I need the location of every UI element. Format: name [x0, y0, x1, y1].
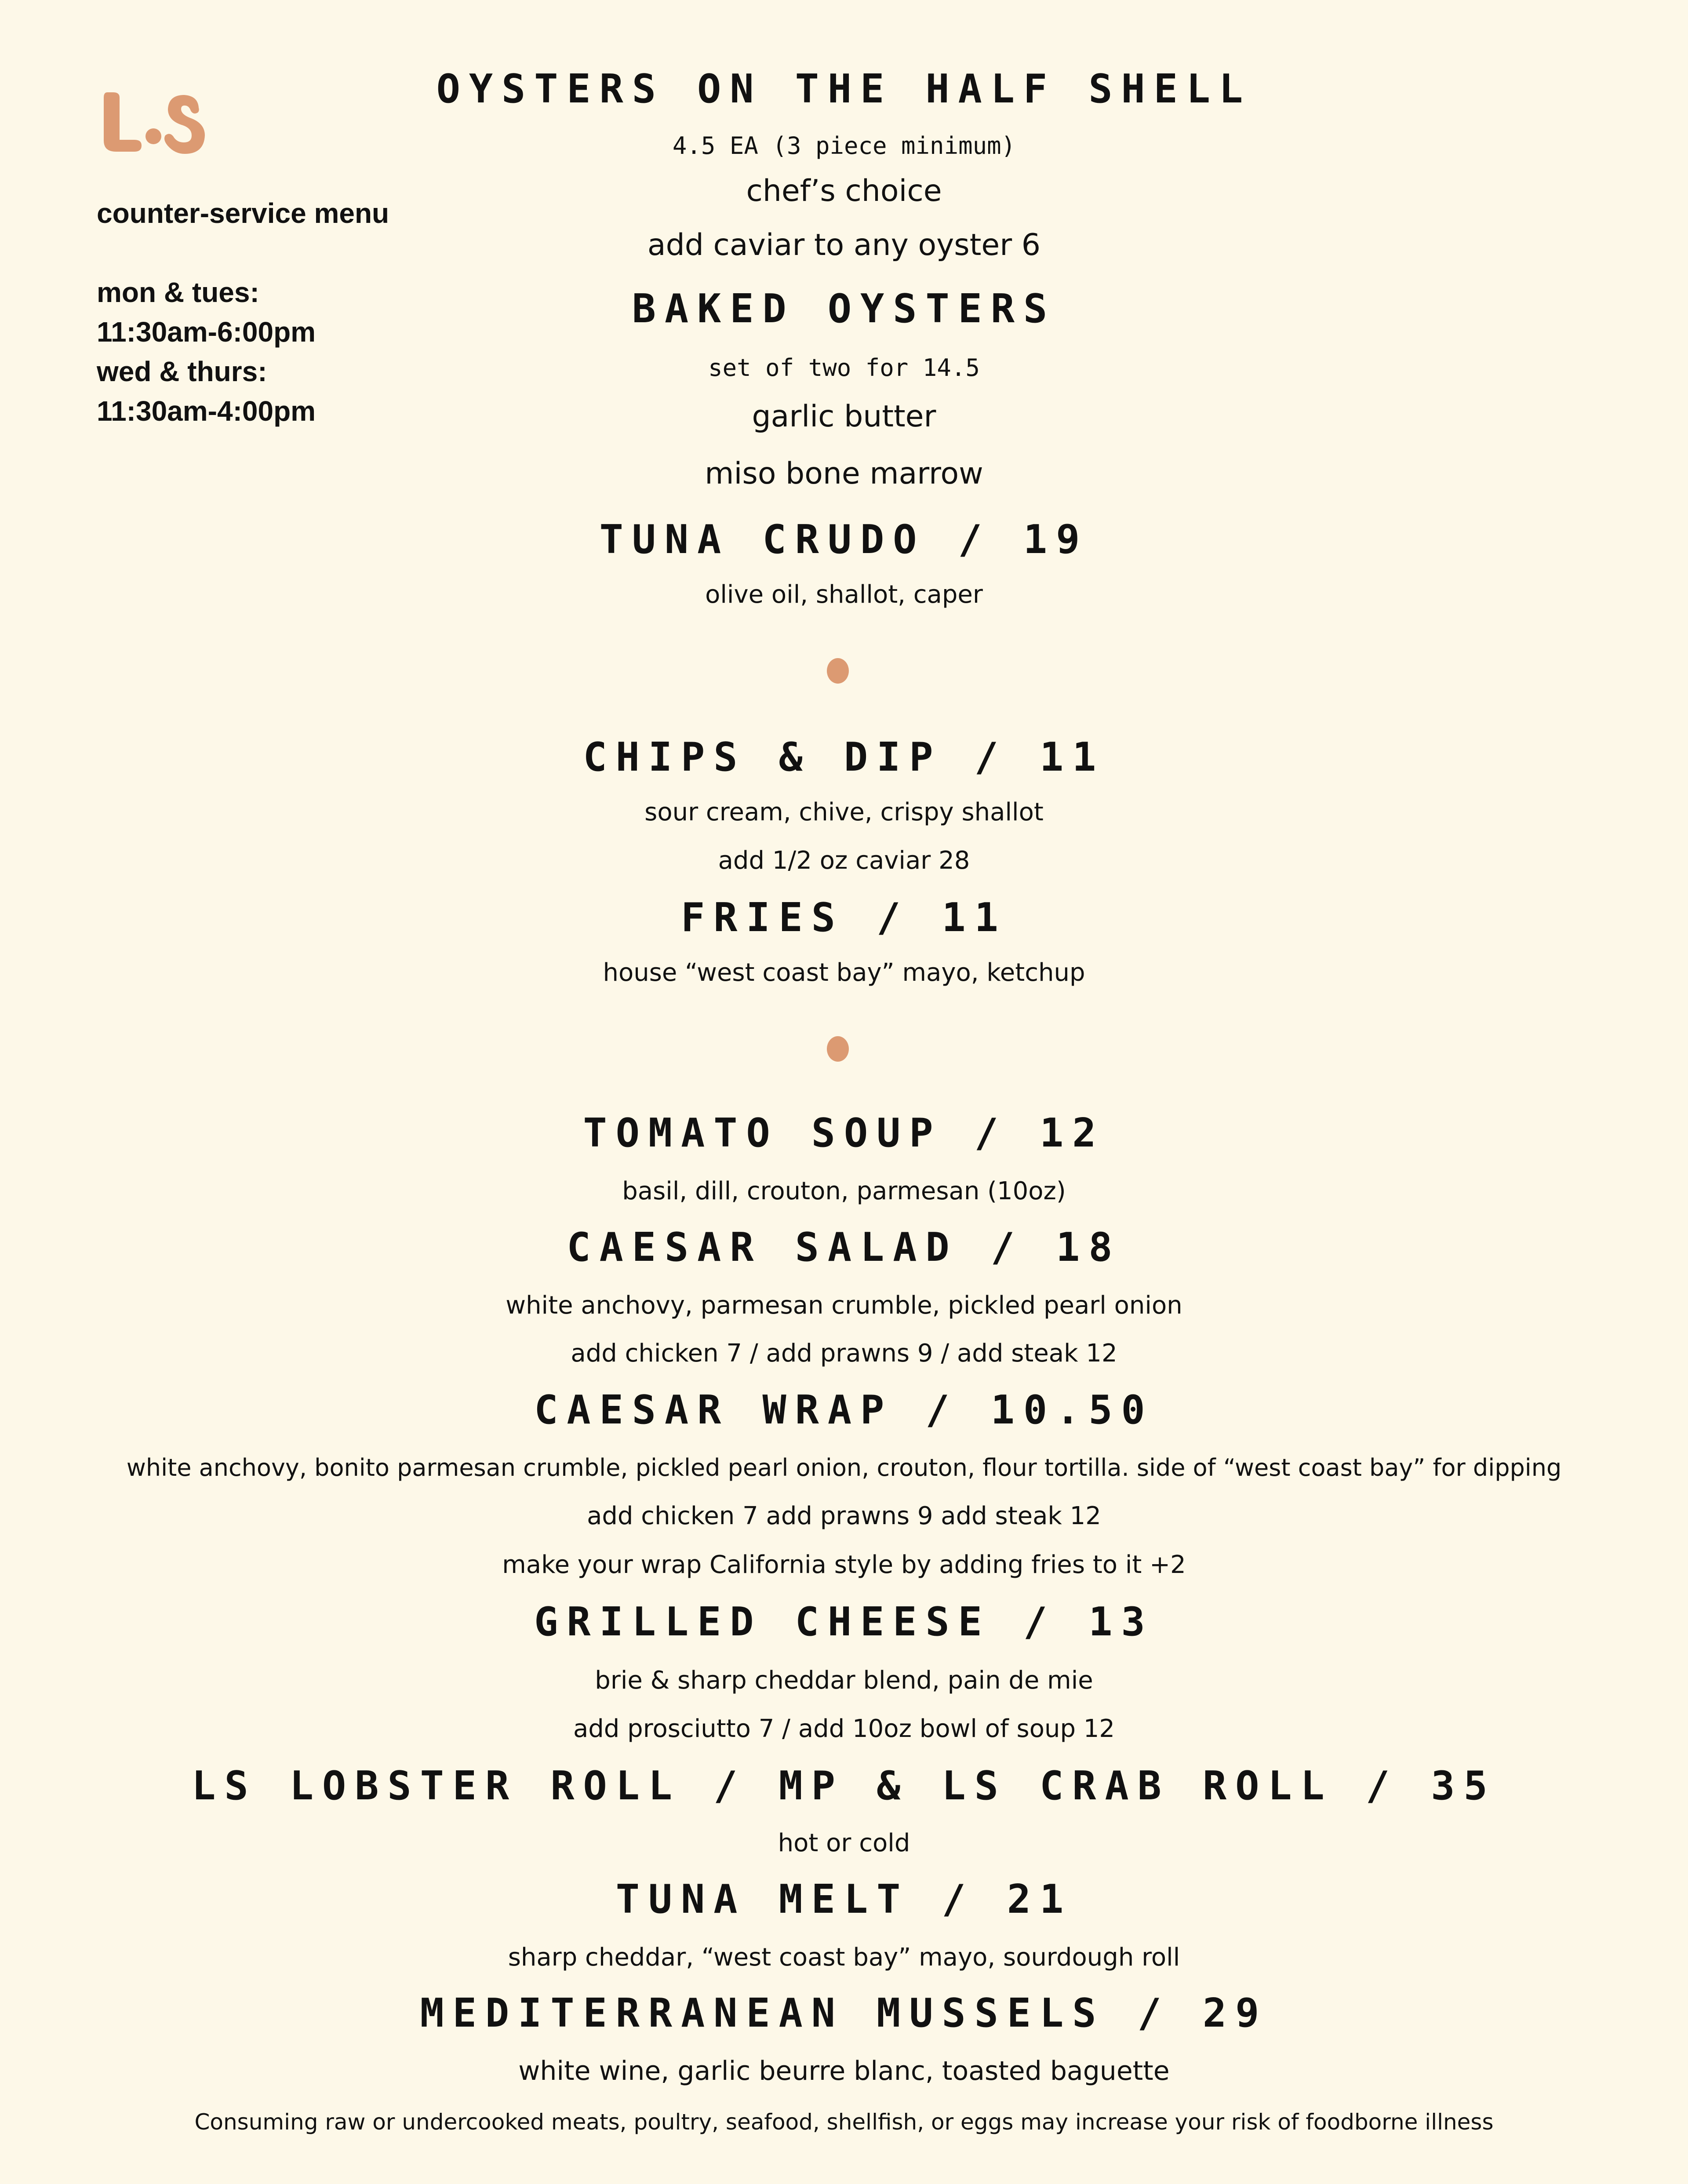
tuna-melt-desc: sharp cheddar, “west coast bay” mayo, sourdough roll [508, 1943, 1180, 1972]
fries-title: FRIES / 11 [681, 895, 1007, 941]
baked-oysters-option-1: garlic butter [752, 399, 936, 434]
caesar-wrap-addon: add chicken 7 add prawns 9 add steak 12 [587, 1502, 1101, 1530]
oysters-price-note: 4.5 EA (3 piece minimum) [672, 132, 1016, 160]
caesar-salad-addon: add chicken 7 / add prawns 9 / add steak 12 [571, 1339, 1117, 1368]
hours-days-1: mon & tues: [97, 277, 259, 308]
caesar-salad-title: CAESAR SALAD / 18 [567, 1224, 1121, 1270]
oysters-desc: chef’s choice [746, 174, 942, 208]
grilled-cheese-title: GRILLED CHEESE / 13 [534, 1599, 1154, 1645]
caesar-salad-desc: white anchovy, parmesan crumble, pickled pearl onion [506, 1291, 1182, 1320]
oysters-title: OYSTERS ON THE HALF SHELL [436, 66, 1252, 112]
hours-time-2: 11:30am-4:00pm [97, 395, 316, 427]
baked-oysters-title: BAKED OYSTERS [632, 286, 1056, 332]
caesar-wrap-desc: white anchovy, bonito parmesan crumble, pickled pearl onion, crouton, flour tortilla. side of “west coast bay” for dipping [126, 1454, 1562, 1481]
hours-days-2: wed & thurs: [97, 356, 267, 387]
chips-dip-title: CHIPS & DIP / 11 [583, 734, 1105, 780]
baked-oysters-price-note: set of two for 14.5 [708, 354, 980, 382]
tuna-melt-title: TUNA MELT / 21 [615, 1876, 1073, 1922]
grilled-cheese-addon: add prosciutto 7 / add 10oz bowl of soup 12 [573, 1714, 1115, 1743]
caesar-wrap-note: make your wrap California style by adding fries to it +2 [502, 1551, 1186, 1579]
hours-time-1: 11:30am-6:00pm [97, 316, 316, 348]
footer-disclaimer: Consuming raw or undercooked meats, poultry, seafood, shellfish, or eggs may increase your risk of foodborne illness [194, 2109, 1494, 2135]
fries-desc: house “west coast bay” mayo, ketchup [603, 958, 1085, 987]
chips-dip-desc: sour cream, chive, crispy shallot [644, 798, 1044, 826]
caesar-wrap-title: CAESAR WRAP / 10.50 [534, 1387, 1154, 1433]
mussels-title: MEDITERRANEAN MUSSELS / 29 [420, 1990, 1268, 2036]
menu-type-label: counter-service menu [97, 197, 389, 229]
baked-oysters-option-2: miso bone marrow [705, 456, 983, 491]
section-divider-dot [827, 658, 849, 684]
grilled-cheese-desc: brie & sharp cheddar blend, pain de mie [595, 1666, 1093, 1695]
tuna-crudo-title: TUNA CRUDO / 19 [599, 517, 1089, 563]
tomato-soup-title: TOMATO SOUP / 12 [583, 1110, 1105, 1156]
rolls-title: LS LOBSTER ROLL / MP & LS CRAB ROLL / 35 [192, 1763, 1496, 1809]
oysters-addon: add caviar to any oyster 6 [647, 228, 1041, 262]
section-divider-dot [827, 1036, 849, 1062]
mussels-desc: white wine, garlic beurre blanc, toasted baguette [518, 2056, 1170, 2086]
tomato-soup-desc: basil, dill, crouton, parmesan (10oz) [622, 1177, 1066, 1205]
chips-dip-addon: add 1/2 oz caviar 28 [718, 846, 970, 875]
tuna-crudo-desc: olive oil, shallot, caper [705, 580, 983, 609]
rolls-desc: hot or cold [778, 1829, 910, 1857]
